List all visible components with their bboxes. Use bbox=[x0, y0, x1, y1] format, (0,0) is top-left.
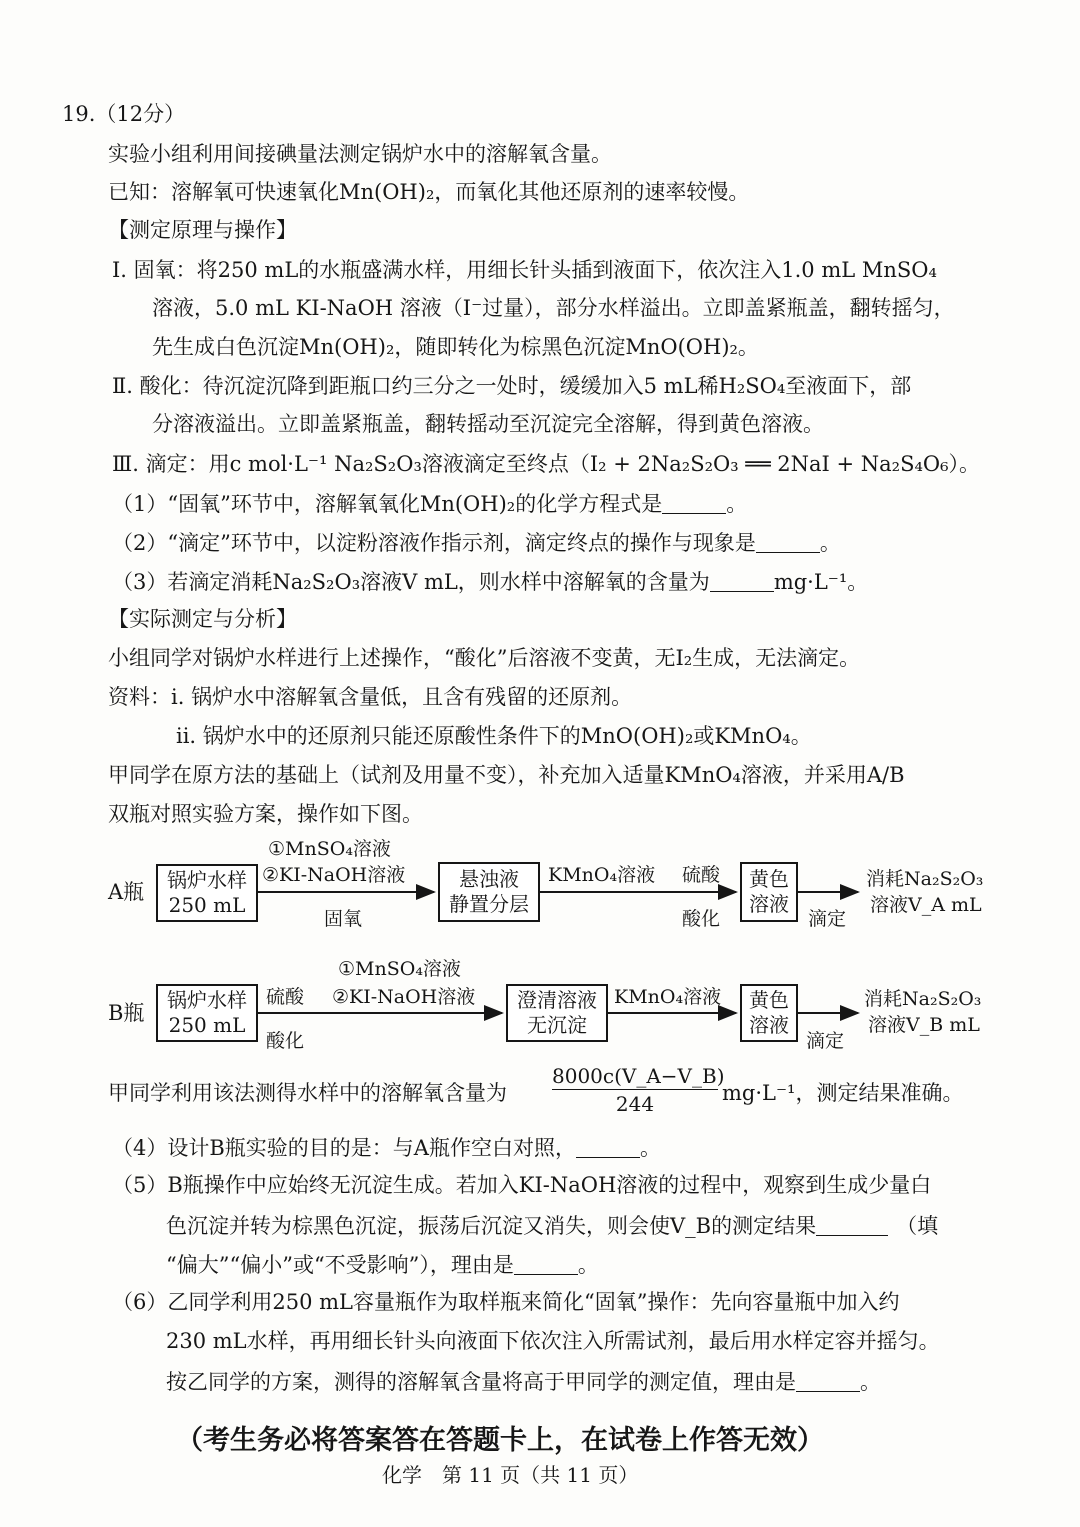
box-a-sample: 锅炉水样 250 mL bbox=[156, 864, 258, 922]
answer-blank[interactable] bbox=[816, 1214, 888, 1236]
result-fraction bbox=[552, 1064, 725, 1116]
analysis-text: 小组同学对锅炉水样进行上述操作，“酸化”后溶液不变黄，无I₂生成，无法滴定。 bbox=[108, 646, 861, 670]
subquestion-2: （2）“滴定”环节中，以淀粉溶液作指示剂，滴定终点的操作与现象是 。 bbox=[112, 530, 841, 555]
fraction-numerator: 8000c(V_A−V_B) bbox=[552, 1064, 725, 1088]
answer-blank[interactable] bbox=[710, 570, 774, 592]
info-item-2: ii. 锅炉水中的还原剂只能还原酸性条件下的MnO(OH)₂或KMnO₄。 bbox=[176, 724, 812, 748]
step1-line2: 溶液，5.0 mL KI-NaOH 溶液（I⁻过量），部分水样溢出。立即盖紧瓶盖，翻转摇匀， bbox=[152, 296, 955, 320]
result-text-post: mg·L⁻¹，测定结果准确。 bbox=[722, 1081, 964, 1105]
box-b-yellow: 黄色 溶液 bbox=[740, 984, 798, 1042]
subquestion-3: （3）若滴定消耗Na₂S₂O₃溶液V mL，则水样中溶解氧的含量为 mg·L⁻¹。 bbox=[112, 569, 869, 594]
reagent-a-kmno4: KMnO₄溶液 bbox=[548, 864, 656, 886]
step2-line1: Ⅱ. 酸化：待沉淀沉降到距瓶口约三分之一处时，缓缓加入5 mL稀H₂SO₄至液面下，部 bbox=[112, 374, 912, 398]
reagent-a-acid: 硫酸 bbox=[682, 864, 721, 886]
footer-page-number: 化学 第 11 页（共 11 页） bbox=[382, 1463, 639, 1487]
subquestion-5-line2: 色沉淀并转为棕黑色沉淀，振荡后沉淀又消失，则会使V_B的测定结果 （填 bbox=[166, 1213, 939, 1238]
result-a-consume: 消耗Na₂S₂O₃ bbox=[866, 868, 984, 890]
subquestion-6-line2: 230 mL水样，再用细长针头向液面下依次注入所需试剂，最后用水样定容并摇匀。 bbox=[166, 1329, 940, 1353]
step-a-titrate: 滴定 bbox=[808, 908, 847, 930]
step-a-acidify: 酸化 bbox=[682, 908, 721, 930]
box-b-sample: 锅炉水样 250 mL bbox=[156, 984, 258, 1042]
subquestion-6-line3: 按乙同学的方案，测得的溶解氧含量将高于甲同学的测定值，理由是 。 bbox=[166, 1369, 881, 1394]
subquestion-1: （1）“固氧”环节中，溶解氧氧化Mn(OH)₂的化学方程式是 。 bbox=[112, 491, 748, 516]
info-item-1: 资料：i. 锅炉水中溶解氧含量低，且含有残留的还原剂。 bbox=[108, 685, 633, 709]
footer-warning: （考生务必将答案答在答题卡上，在试卷上作答无效） bbox=[176, 1425, 824, 1456]
bottle-b-label: B瓶 bbox=[108, 1001, 145, 1025]
answer-blank[interactable] bbox=[514, 1253, 578, 1275]
step3-line: Ⅲ. 滴定：用c mol·L⁻¹ Na₂S₂O₃溶液滴定至终点（I₂ + 2Na₂S₂O₃ ══ 2NaI + Na₂S₄O₆）。 bbox=[112, 452, 981, 476]
plan-line1: 甲同学在原方法的基础上（试剂及用量不变），补充加入适量KMnO₄溶液，并采用A/B bbox=[108, 763, 905, 787]
answer-blank[interactable] bbox=[796, 1370, 860, 1392]
bottle-a-label: A瓶 bbox=[108, 880, 145, 904]
answer-blank[interactable] bbox=[662, 492, 726, 514]
subquestion-5-line3: “偏大”“偏小”或“不受影响”），理由是 。 bbox=[166, 1252, 599, 1277]
result-a-volume: 溶液V_A mL bbox=[870, 894, 982, 916]
box-a-yellow: 黄色 溶液 bbox=[740, 862, 798, 922]
answer-blank[interactable] bbox=[756, 531, 820, 553]
reagent-a-mnso4: ①MnSO₄溶液 bbox=[268, 838, 391, 860]
section-principle-title: 【测定原理与操作】 bbox=[108, 218, 297, 242]
subquestion-4: （4）设计B瓶实验的目的是：与A瓶作空白对照， 。 bbox=[112, 1135, 661, 1160]
subquestion-5-line1: （5）B瓶操作中应始终无沉淀生成。若加入KI-NaOH溶液的过程中，观察到生成少量白 bbox=[112, 1173, 932, 1197]
box-a-suspension: 悬浊液 静置分层 bbox=[438, 862, 540, 922]
step-a-fix: 固氧 bbox=[324, 908, 363, 930]
step1-line3: 先生成白色沉淀Mn(OH)₂，随即转化为棕黑色沉淀MnO(OH)₂。 bbox=[152, 335, 759, 359]
reagent-b-kinaoh: ②KI-NaOH溶液 bbox=[332, 986, 476, 1008]
reagent-a-kinaoh: ②KI-NaOH溶液 bbox=[262, 864, 406, 886]
reagent-b-mnso4: ①MnSO₄溶液 bbox=[338, 958, 461, 980]
answer-blank[interactable] bbox=[576, 1136, 640, 1158]
step1-line1: Ⅰ. 固氧：将250 mL的水瓶盛满水样，用细长针头插到液面下，依次注入1.0 mL MnSO₄ bbox=[112, 258, 937, 282]
step-b-acidify: 酸化 bbox=[266, 1030, 305, 1052]
section-analysis-title: 【实际测定与分析】 bbox=[108, 607, 297, 631]
result-b-volume: 溶液V_B mL bbox=[868, 1014, 980, 1036]
step2-line2: 分溶液溢出。立即盖紧瓶盖，翻转摇动至沉淀完全溶解，得到黄色溶液。 bbox=[152, 412, 824, 436]
result-text-pre: 甲同学利用该法测得水样中的溶解氧含量为 bbox=[108, 1081, 507, 1105]
result-b-consume: 消耗Na₂S₂O₃ bbox=[864, 988, 982, 1010]
known-text: 已知：溶解氧可快速氧化Mn(OH)₂，而氧化其他还原剂的速率较慢。 bbox=[108, 180, 750, 204]
reagent-b-acid: 硫酸 bbox=[266, 986, 305, 1008]
subquestion-6-line1: （6）乙同学利用250 mL容量瓶作为取样瓶来简化“固氧”操作：先向容量瓶中加入约 bbox=[112, 1290, 900, 1314]
reagent-b-kmno4: KMnO₄溶液 bbox=[614, 986, 722, 1008]
box-b-clear: 澄清溶液 无沉淀 bbox=[506, 984, 608, 1042]
step-b-titrate: 滴定 bbox=[806, 1030, 845, 1052]
question-number: 19.（12分） bbox=[62, 102, 186, 126]
fraction-denominator: 244 bbox=[615, 1092, 655, 1116]
plan-line2: 双瓶对照实验方案，操作如下图。 bbox=[108, 802, 423, 826]
intro-text: 实验小组利用间接碘量法测定锅炉水中的溶解氧含量。 bbox=[108, 142, 612, 166]
